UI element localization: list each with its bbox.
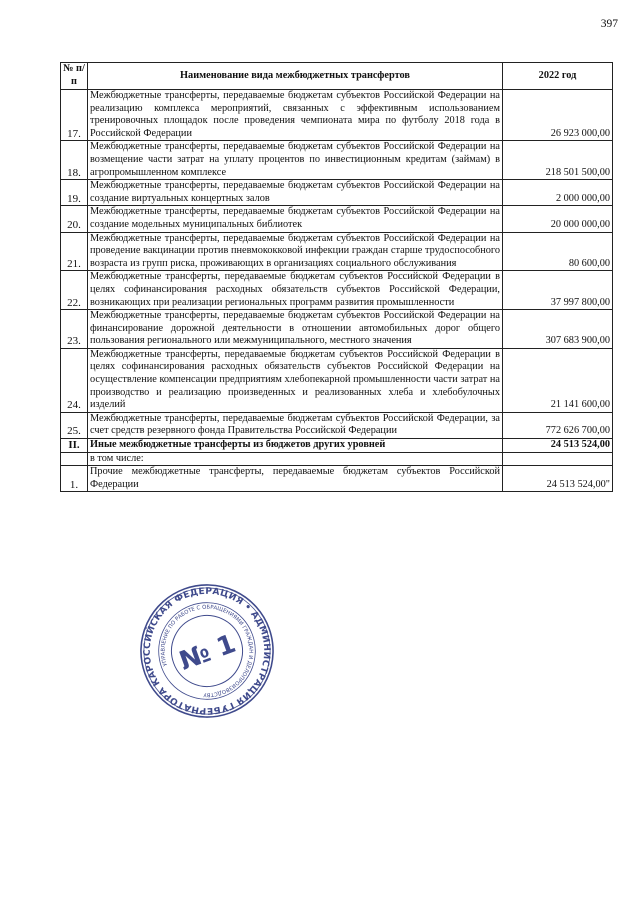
row-amount: 37 997 800,00 — [503, 271, 613, 310]
header-num: № п/п — [61, 63, 88, 90]
page-number: 397 — [600, 18, 618, 30]
row-name: Межбюджетные трансферты, передаваемые бюджетам субъектов Российской Федерации в целях софинансирования расходных обязательств субъектов Российской Федерации, возникающих при реализации региональных программ развития промышленности — [88, 271, 503, 310]
official-seal-stamp — [138, 582, 276, 720]
row-name: Межбюджетные трансферты, передаваемые бюджетам субъектов Российской Федерации, за счет средств резервного фонда Правительства Российской Федерации — [88, 412, 503, 438]
row-name: Межбюджетные трансферты, передаваемые бюджетам субъектов Российской Федерации на возмещение части затрат на уплату процентов по инвестиционным кредитам (займам) в агропромышленном комплексе — [88, 141, 503, 180]
table-row — [61, 180, 613, 206]
row-name: Межбюджетные трансферты, передаваемые бюджетам субъектов Российской Федерации на финансирование дорожной деятельности в отношении автомобильных дорог общего пользования регионального или межмуниципального, местного значения — [88, 310, 503, 349]
row-amount: 307 683 900,00 — [503, 310, 613, 349]
subheader-num-cell — [61, 452, 88, 466]
row-num: 21. — [61, 232, 88, 271]
table-row — [61, 466, 613, 492]
row-amount: 772 626 700,00 — [503, 412, 613, 438]
header-name: Наименование вида межбюджетных трансфертов — [88, 63, 503, 90]
row-amount: 24 513 524,00" — [503, 466, 613, 492]
section-amount: 24 513 524,00 — [503, 439, 613, 453]
header-amount: 2022 год — [503, 63, 613, 90]
subheader-label: в том числе: — [88, 452, 503, 466]
row-name: Межбюджетные трансферты, передаваемые бюджетам субъектов Российской Федерации на создание виртуальных концертных залов — [88, 180, 503, 206]
table-row — [61, 412, 613, 438]
row-name: Межбюджетные трансферты, передаваемые бюджетам субъектов Российской Федерации на создание модельных муниципальных библиотек — [88, 206, 503, 232]
table-row — [61, 90, 613, 141]
row-name: Межбюджетные трансферты, передаваемые бюджетам субъектов Российской Федерации на реализацию комплекса мероприятий, связанных с эффективным использованием тренировочных площадок после проведения чемпионата мира по футболу 2018 года в Российской Федерации — [88, 90, 503, 141]
row-amount: 21 141 600,00 — [503, 348, 613, 412]
row-num: 17. — [61, 90, 88, 141]
row-num: 22. — [61, 271, 88, 310]
row-num: 1. — [61, 466, 88, 492]
table-row — [61, 141, 613, 180]
table-row — [61, 232, 613, 271]
seal-graphics — [138, 582, 276, 720]
row-name: Прочие межбюджетные трансферты, передаваемые бюджетам субъектов Российской Федерации — [88, 466, 503, 492]
row-num: 24. — [61, 348, 88, 412]
subheader-row — [61, 452, 613, 466]
row-num: 20. — [61, 206, 88, 232]
row-name: Межбюджетные трансферты, передаваемые бюджетам субъектов Российской Федерации в целях софинансирования расходных обязательств субъектов Российской Федерации на осуществление компенсации предприятиям хлебопекарной промышленности части затрат на производство и реализацию произведенных и реализованных хлеба и хлебобулочных изделий — [88, 348, 503, 412]
row-amount: 2 000 000,00 — [503, 180, 613, 206]
section-num: II. — [61, 439, 88, 453]
table-body — [61, 90, 613, 492]
row-amount: 26 923 000,00 — [503, 90, 613, 141]
row-num: 18. — [61, 141, 88, 180]
subheader-amount-cell — [503, 452, 613, 466]
row-num: 23. — [61, 310, 88, 349]
row-num: 19. — [61, 180, 88, 206]
row-amount: 218 501 500,00 — [503, 141, 613, 180]
row-amount: 20 000 000,00 — [503, 206, 613, 232]
seal-number: № 1 — [175, 628, 240, 677]
table-row — [61, 206, 613, 232]
seal-inner-text: УПРАВЛЕНИЕ ПО РАБОТЕ С ОБРАЩЕНИЯМИ ГРАЖДАН И ДЕЛОПРОИЗВОДСТВУ — [160, 604, 254, 698]
table-row — [61, 348, 613, 412]
table-row — [61, 271, 613, 310]
row-amount: 80 600,00 — [503, 232, 613, 271]
section-name: Иные межбюджетные трансферты из бюджетов других уровней — [88, 439, 503, 453]
table-header-row — [61, 63, 613, 90]
section-row — [61, 439, 613, 453]
seal-outer-text: РОССИЙСКАЯ ФЕДЕРАЦИЯ • АДМИНИСТРАЦИЯ ГУБЕРНАТОРА КАЛУЖСКОЙ — [142, 586, 272, 716]
row-num: 25. — [61, 412, 88, 438]
transfers-table — [60, 62, 613, 492]
table-row — [61, 310, 613, 349]
row-name: Межбюджетные трансферты, передаваемые бюджетам субъектов Российской Федерации на проведение вакцинации против пневмококковой инфекции граждан старше трудоспособного возраста из групп риска, проживающих в организациях социального обслуживания — [88, 232, 503, 271]
